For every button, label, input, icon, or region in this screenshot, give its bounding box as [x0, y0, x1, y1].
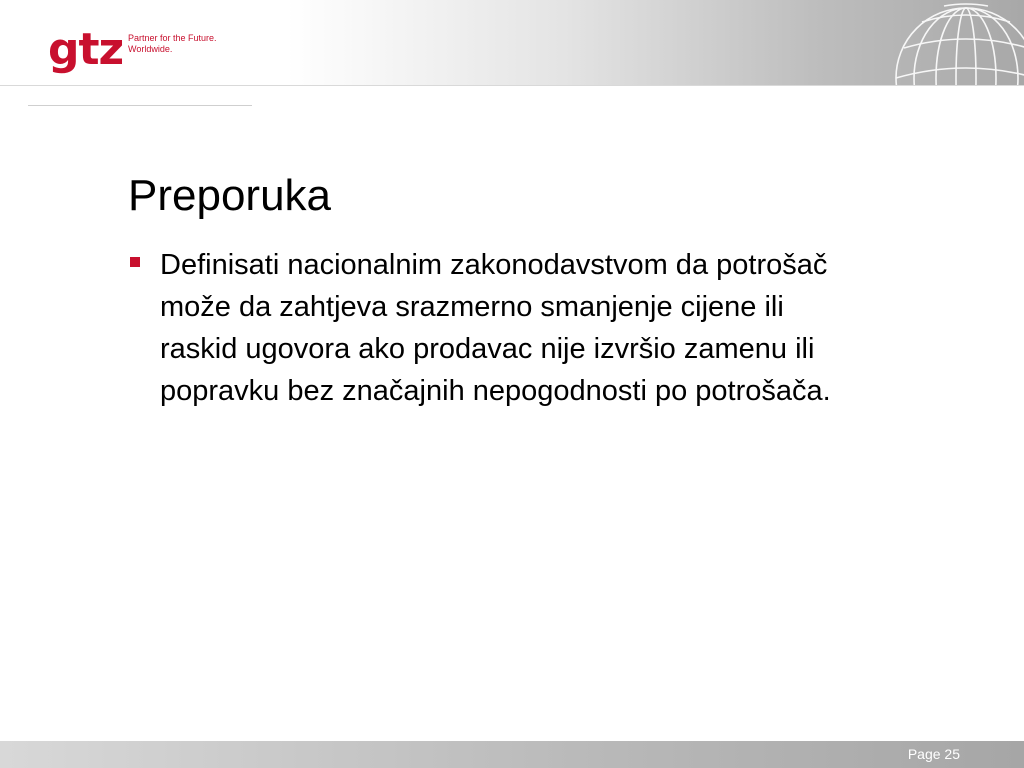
tagline-line-1: Partner for the Future. [128, 33, 217, 43]
bullet-text: Definisati nacionalnim zakonodavstvom da potrošač može da zahtjeva srazmerno smanjenje cijene ili raskid ugovora ako prodavac nije izvršio zamenu ili popravku bez značajnih nepogodnosti po potrošača. [160, 249, 831, 407]
header-divider [0, 85, 1024, 86]
slide-title: Preporuka [128, 171, 332, 220]
bullet-list [128, 244, 868, 412]
logo-tagline [128, 33, 217, 55]
page-number: Page 25 [907, 746, 960, 762]
footer-bar [0, 741, 1024, 768]
gtz-logo: gtz [48, 24, 124, 75]
tagline-line-2: Worldwide. [128, 44, 173, 54]
square-bullet-icon [130, 257, 140, 267]
header-bar [0, 0, 1024, 86]
globe-icon [884, 0, 1024, 86]
title-rule [28, 105, 252, 106]
bullet-item [128, 244, 868, 412]
